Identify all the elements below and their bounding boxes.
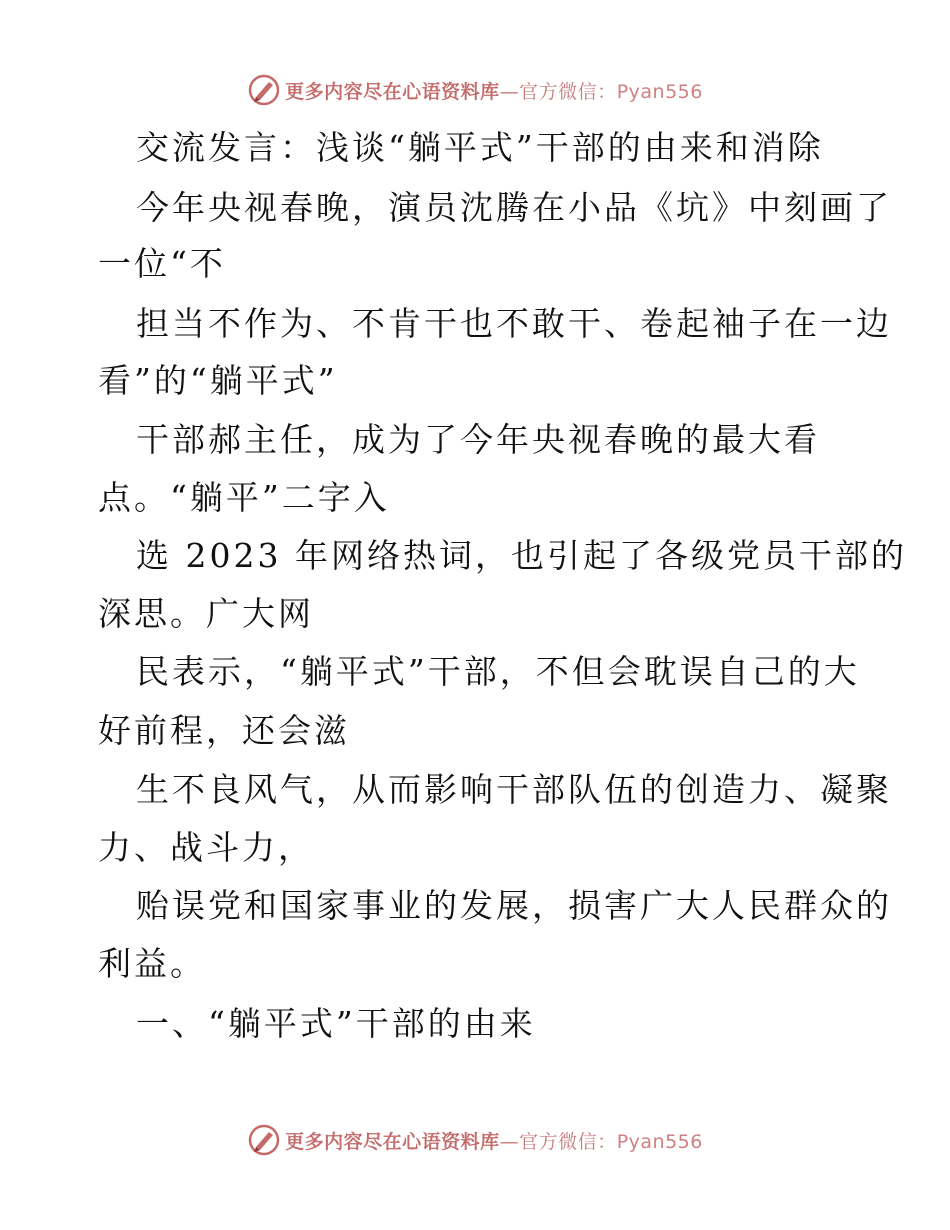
section-heading: 一、“躺平式”干部的由来 [136,1004,536,1043]
watermark-id: Pyan556 [616,80,703,103]
document-title: 交流发言：浅谈“躺平式”干部的由来和消除 [136,128,824,167]
watermark-text [285,1127,703,1154]
watermark-dash: — [499,80,520,103]
paragraph-line: 深思。广大网 [98,594,314,633]
watermark-text [285,77,703,104]
paragraph-line: 担当不作为、不肯干也不敢干、卷起袖子在一边 [136,304,892,343]
watermark-id: Pyan556 [616,1130,703,1153]
paragraph-line: 选 2023 年网络热词，也引起了各级党员干部的 [136,536,907,575]
paragraph-line: 贻误党和国家事业的发展，损害广大人民群众的 [136,886,892,925]
paragraph-line: 力、战斗力， [98,828,314,867]
paragraph-line: 一位“不 [98,244,226,283]
paragraph-line: 看”的“躺平式” [98,361,338,400]
watermark-header [0,70,950,110]
watermark-dash: — [499,1130,520,1153]
watermark-main: 更多内容尽在心语资料库 [285,1130,500,1153]
paragraph-line: 干部郝主任，成为了今年央视春晚的最大看 [136,420,820,459]
paragraph-line: 今年央视春晚，演员沈腾在小品《坑》中刻画了 [136,188,892,227]
pen-logo-icon [247,1123,281,1157]
pen-logo-icon [247,73,281,107]
paragraph-line: 点。“躺平”二字入 [98,478,390,517]
watermark-footer [0,1120,950,1160]
paragraph-line: 生不良风气，从而影响干部队伍的创造力、凝聚 [136,770,892,809]
watermark-suffix: 官方微信： [519,1130,617,1153]
watermark-main: 更多内容尽在心语资料库 [285,80,500,103]
paragraph-line: 民表示，“躺平式”干部，不但会耽误自己的大 [136,652,860,691]
watermark-suffix: 官方微信： [519,80,617,103]
paragraph-line: 利益。 [98,944,206,983]
paragraph-line: 好前程，还会滋 [98,711,350,750]
